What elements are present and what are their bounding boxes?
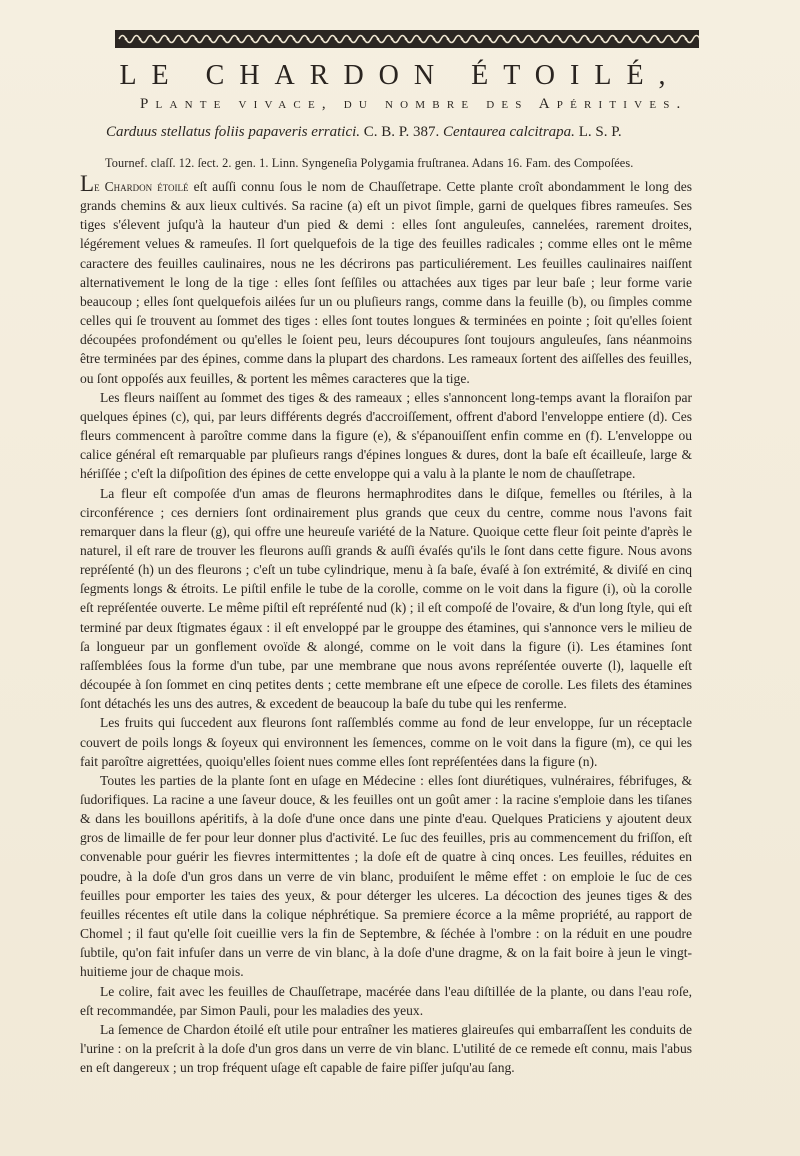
drop-cap: L — [80, 171, 95, 196]
paragraph-3: La fleur eſt compoſée d'un amas de fleurons hermaphrodites dans le diſque, femelles ou ſtériles, à la circonférence ; ces derniers ſont ordinairement plus grands que ceux du centre, comme nous l'avons fait remarquer dans la fleur (g), qui offre une heureuſe variété de la Nature. Quoique cette fleur ſoit peinte d'après le naturel, il eſt rare de trouver les fleurons auſſi grands & auſſi évaſés qu'ils le ſont dans cette figure. Nous avons repréſenté (h) un des fleurons ; c'eſt un tube cylindrique, menu à ſa baſe, évaſé à ſon extrémité, & diviſé en cinq ſegments longs & étroits. Le piſtil enfile le tube de la corolle, comme on le voit dans la figure (i), où la corolle eſt repréſentée ouverte. Le même piſtil eſt repréſenté nud (k) ; il eſt compoſé de l'ovaire, & d'un long ſtyle, qui eſt terminé par deux ſtigmates égaux : il eſt enveloppé par le grouppe des étamines, qui s'annonce vers le milieu de ſa longueur par un gonflement ovoïde & alongé, comme on le voit dans la figure (i). Les étamines ſont raſſemblées ſous la forme d'un tube, par une membrane que nous avons repréſentée ouverte (l), laquelle eſt découpée à ſon ſommet en cinq petites dents ; cette membrane eſt une eſpece de corolle. Les filets des étamines ſont détachés les uns des autres, & excedent de beaucoup la baſe du tube qui les renferme. — [80, 485, 692, 712]
synonym-latin-1: Carduus stellatus foliis papaveris erratici. — [106, 124, 361, 140]
plant-subtitle: Plante vivace, du nombre des Apéritives. — [140, 96, 688, 112]
decorative-border-ornament — [115, 30, 699, 48]
article-body — [80, 171, 692, 1077]
synonym-ref-1: C. B. P. 387. — [363, 124, 440, 140]
page-title: LE CHARDON ÉTOILÉ, — [119, 60, 681, 91]
paragraph-4: Les fruits qui ſuccedent aux fleurons ſont raſſemblés comme au fond de leur enveloppe, ſur un réceptacle couvert de poils longs & ſoyeux qui environnent les ſemences, comme on le voit dans la figure (m), ce qui les fait paroître aigrettées, quoiqu'elles ſoient nues comme elles ſont repréſentées dans la figure (n). — [80, 715, 692, 769]
paragraph-text: eſt auſſi connu ſous le nom de Chauſſetrape. Cette plante croît abondamment le long des grands chemins & aux lieux cultivés. Sa racine (a) eſt un pivot ſimple, garni de quelques fibres rameuſes. Ses tiges s'élevent juſqu'à la hauteur d'un pied & demi : elles ſont anguleuſes, cannelées, rarement droites, légérement velues & rameuſes. Il ſort quelquefois de la tige des feuilles radicales ; comme elles ont le même caractere des feuilles caulinaires, nous ne les décrirons pas particuliérement. Les feuilles caulinaires naiſſent alternativement le long de la tige : elles ſont ſeſſiles ou attachées aux tiges par leur baſe ; leur forme varie beaucoup ; elles ſont quelquefois ailées ſur un ou pluſieurs rangs, comme dans la feuille (b), ou ſimples comme celles qui ſe trouvent au ſommet des tiges : elles ſont toutes longues & terminées en pointe ; ſoit qu'elles ſoient découpées profondément ou qu'elles le ſoient peu, leurs découpures ſont toujours anguleuſes, ſans néanmoins être terminées par des épines, comme dans la plupart des chardons. Les rameaux ſortent des aiſſelles des feuilles, ou ſont oppoſés aux feuilles, & portent les mêmes caracteres que la tige. — [80, 179, 692, 386]
lead-in: e Chardon étoilé — [94, 179, 189, 194]
ornament-pattern — [115, 30, 699, 48]
synonym-latin-2: Centaurea calcitrapa. — [443, 124, 575, 140]
paragraph-5: Toutes les parties de la plante ſont en uſage en Médecine : elles ſont diurétiques, vulnéraires, fébrifuges, & ſudorifiques. La racine a une ſaveur douce, & les feuilles ont un goût amer : la racine s'emploie dans les tiſanes & dans les bouillons apéritifs, à la doſe d'une once dans une pinte d'eau. Quelques Praticiens y ajoutent deux gros de limaille de fer pour leur donner plus d'activité. Le ſuc des feuilles, pris au commencement du friſſon, eſt convenable pour guérir les fievres intermittentes ; la doſe eſt de quatre à cinq onces. Les feuilles, réduites en poudre, à la doſe d'un gros dans un verre de vin blanc, produiſent le même effet : on emploie le ſuc de ces feuilles pour emporter les taies des yeux, & pour déterger les ulceres. La décoction des jeunes tiges & des feuilles récentes eſt utile dans la colique néphrétique. Sa premiere écorce a la même propriété, au rapport de Chomel ; il faut qu'elle ſoit cueillie vers la fin de Septembre, & ſéchée à l'ombre : on la réduit en une poudre ſubtile, qu'on fait infuſer dans un verre de vin blanc, à la doſe d'une dragme, & on la fait boire à jeun le vingt-huitieme jour de chaque mois. — [80, 772, 692, 980]
paragraph-1 — [80, 171, 692, 388]
paragraph-7: La ſemence de Chardon étoilé eſt utile pour entraîner les matieres glaireuſes qui embarraſſent les conduits de l'urine : on la preſcrit à la doſe d'un gros dans un verre de vin blanc. L'utilité de ce remede eſt connu, mais l'abus en eſt dangereux ; un trop fréquent uſage eſt capable de faire piſſer juſqu'au ſang. — [80, 1021, 692, 1076]
paragraph-2: Les fleurs naiſſent au ſommet des tiges & des rameaux ; elles s'annoncent long-temps avant la floraiſon par quelques épines (c), qui, par leurs différents degrés d'accroiſſement, offrent d'abord l'enveloppe entiere (d). Ces fleurs commencent à paroître comme dans la figure (e), & s'épanouiſſent enfin comme en (f). L'enveloppe ou calice général eſt remarquable par pluſieurs rangs d'épines longues & dures, dont la baſe eſt écailleuſe, large & hériſſée ; c'eſt la diſpoſition des épines de cette enveloppe qui a valu à la plante le nom de chauſſetrape. — [80, 389, 692, 482]
synonym-ref-2: L. S. P. — [578, 124, 622, 140]
paragraph-6: Le colire, fait avec les feuilles de Chauſſetrape, macérée dans l'eau diſtillée de la plante, ou dans l'eau roſe, eſt recommandée, par Simon Pauli, pour les maladies des yeux. — [80, 983, 692, 1018]
botanical-synonyms — [106, 124, 706, 141]
classification-line: Tournef. claſſ. 12. ſect. 2. gen. 1. Linn. Syngeneſia Polygamia fruſtranea. Adans 16. Fam. des Compoſées. — [105, 156, 634, 170]
